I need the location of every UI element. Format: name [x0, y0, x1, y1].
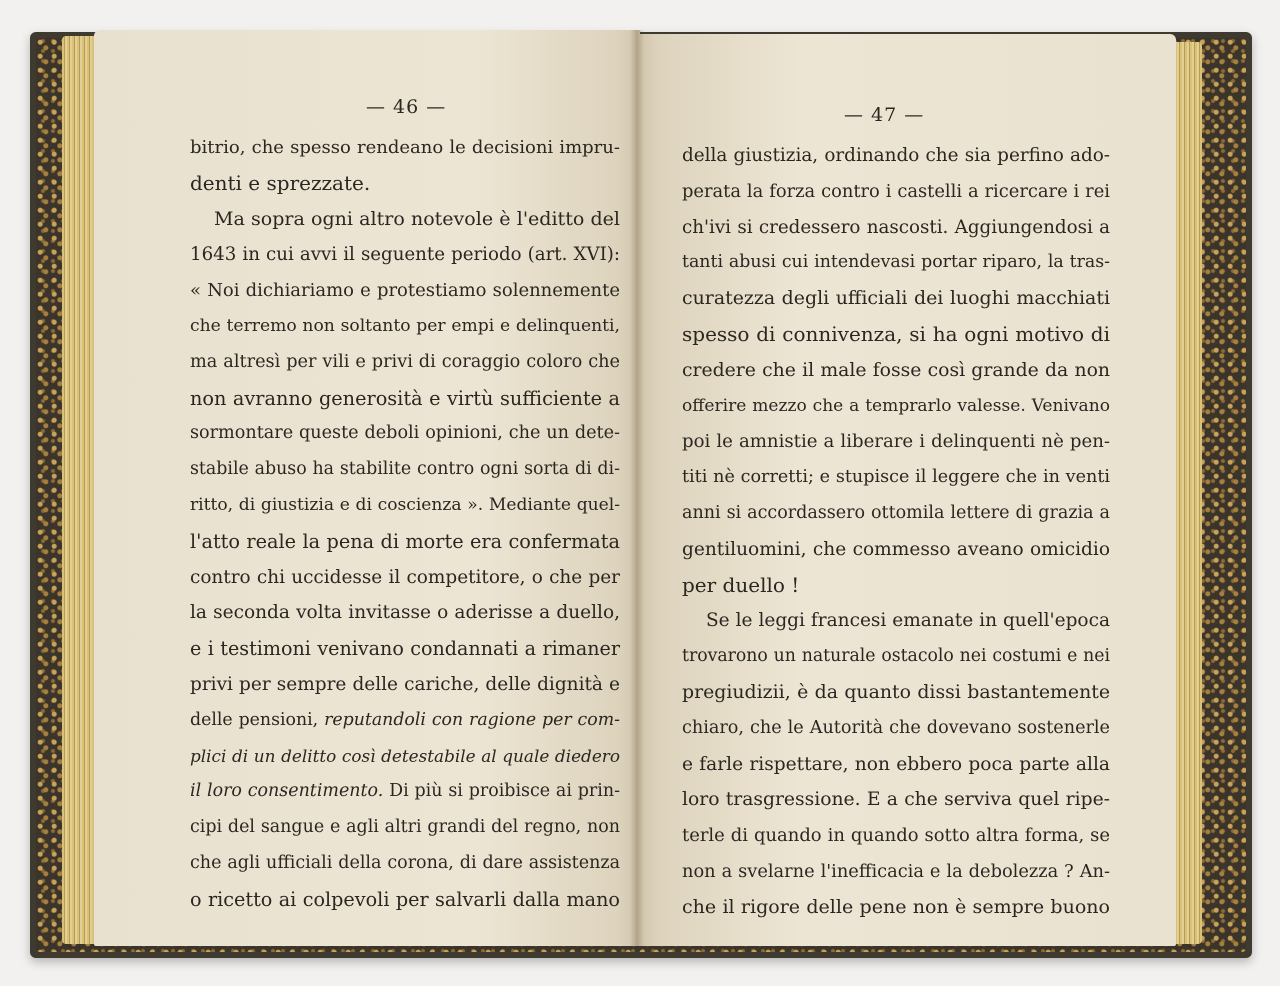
page-edges-left [62, 36, 96, 944]
line-text: poi le amnistie a liberare i delinquenti nè pen- [682, 431, 1110, 453]
right-page-text [682, 138, 1110, 926]
line-text: che terremo non soltanto per empi e delinquenti, [190, 315, 620, 336]
text-line [682, 747, 1110, 783]
text-line [190, 416, 620, 452]
text-line [682, 890, 1110, 926]
line-text: non a svelarne l'inefficacia e la debolezza ? An- [682, 860, 1110, 882]
line-text: ritto, di giustizia e di coscienza ». Mediante quel- [190, 494, 620, 515]
line-text: « Noi dichiariamo e protestiamo solennemente [190, 280, 620, 302]
text-line [190, 345, 620, 381]
line-text: Se le leggi francesi emanate in quell'epoca [706, 610, 1110, 632]
text-line [682, 675, 1110, 711]
text-line [190, 452, 620, 488]
line-text: ch'ivi si credessero nascosti. Aggiungendosi a [682, 216, 1110, 238]
left-page [94, 30, 640, 946]
line-text: pregiudizii, è da quanto dissi bastantemente [682, 680, 1110, 703]
text-line [682, 460, 1110, 496]
line-text: o ricetto ai colpevoli per salvarli dalla mano [190, 887, 620, 911]
text-line [682, 818, 1110, 854]
text-line [682, 353, 1110, 389]
line-text: per duello ! [682, 572, 800, 597]
text-line [190, 202, 620, 238]
line-text: cipi del sangue e agli altri grandi del regno, non [190, 817, 620, 838]
line-text: contro chi uccidesse il competitore, o che per [190, 566, 620, 588]
text-line [190, 846, 620, 882]
text-line [682, 496, 1110, 532]
line-text: della giustizia, ordinando che sia perfino ado- [682, 145, 1110, 166]
text-line [682, 389, 1110, 425]
line-text: anni si accordassero ottomila lettere di grazia a [682, 502, 1110, 523]
line-text: l'atto reale la pena di morte era confermata [190, 529, 620, 553]
line-text: Ma sopra ogni altro notevole è l'editto del [214, 207, 620, 230]
italic-text: plici di un delitto così detestabile al quale diedero [190, 745, 620, 766]
text-line [682, 782, 1110, 818]
text-line [190, 488, 620, 524]
text-line [682, 711, 1110, 747]
text-line [190, 309, 620, 345]
text-line [190, 273, 620, 309]
text-line [682, 854, 1110, 890]
line-text: offerire mezzo che a temprarlo valesse. Venivano [682, 395, 1110, 416]
line-text: titi nè corretti; e stupisce il leggere che in venti [682, 467, 1110, 488]
text-line [682, 317, 1110, 353]
line-text: stabile abuso ha stabilite contro ogni sorta di di- [190, 459, 620, 480]
right-page [636, 34, 1176, 946]
text-line [682, 245, 1110, 281]
line-text: e i testimoni venivano condannati a rimaner [190, 637, 620, 661]
text-line [682, 568, 1110, 604]
text-line [190, 810, 620, 846]
line-text: che agli ufficiali della corona, di dare assistenza [190, 852, 620, 873]
line-text: gentiluomini, che commesso aveano omicidio [682, 538, 1110, 560]
line-text: credere che il male fosse così grande da non [682, 359, 1110, 381]
page-number-left: — 46 — [366, 96, 447, 118]
line-text: chiaro, che le Autorità che dovevano sostenerle [682, 717, 1110, 738]
text-line [190, 631, 620, 667]
line-text: e farle rispettare, non ebbero poca parte alla [682, 753, 1110, 775]
line-text: 1643 in cui avvi il seguente periodo (art. XVI): [190, 244, 620, 266]
italic-text: il loro consentimento. [190, 781, 384, 802]
line-text: non avranno generosità e virtù sufficiente a [190, 386, 620, 410]
line-text: che il rigore delle pene non è sempre buono [682, 895, 1110, 918]
text-line [190, 739, 620, 775]
text-line [682, 174, 1110, 210]
text-line [190, 237, 620, 273]
line-text: ma altresì per vili e privi di coraggio coloro che [190, 351, 620, 372]
line-text: loro trasgressione. E a che serviva quel ripe- [682, 789, 1110, 811]
text-line [190, 703, 620, 739]
book-gutter [630, 30, 644, 946]
text-line [190, 560, 620, 596]
line-text: Di più si proibisce ai prin- [383, 781, 620, 802]
line-text: curatezza degli ufficiali dei luoghi macchiati [682, 287, 1110, 310]
line-text: denti e sprezzate. [190, 170, 371, 195]
text-line [682, 424, 1110, 460]
line-text: la seconda volta invitasse o aderisse a duello, [190, 602, 620, 624]
line-text: delle pensioni, [190, 709, 325, 730]
text-line [682, 639, 1110, 675]
line-text: privi per sempre delle cariche, delle dignità e [190, 673, 620, 695]
text-line [190, 381, 620, 417]
text-line [190, 595, 620, 631]
text-line [190, 166, 620, 202]
text-line [190, 524, 620, 560]
line-text: spesso di connivenza, si ha ogni motivo di [682, 321, 1110, 346]
text-line [190, 667, 620, 703]
text-line [190, 774, 620, 810]
line-text: bitrio, che spesso rendeano le decisioni impru- [190, 137, 620, 158]
left-page-text [190, 130, 620, 918]
page-edges-right [1172, 42, 1202, 944]
text-line [190, 130, 620, 166]
text-line [682, 138, 1110, 174]
italic-text: reputandoli con ragione per com- [324, 709, 620, 730]
text-line [682, 210, 1110, 246]
line-text: terle di quando in quando sotto altra forma, se [682, 825, 1110, 847]
text-line [682, 603, 1110, 639]
text-line [682, 532, 1110, 568]
page-number-right: — 47 — [844, 104, 925, 126]
line-text: perata la forza contro i castelli a ricercare i rei [682, 180, 1110, 202]
line-text: sormontare queste deboli opinioni, che un dete- [190, 423, 620, 444]
line-text: tanti abusi cui intendevasi portar riparo, la tras- [682, 252, 1110, 273]
line-text: trovarono un naturale ostacolo nei costumi e nei [682, 646, 1110, 667]
text-line [190, 882, 620, 918]
text-line [682, 281, 1110, 317]
